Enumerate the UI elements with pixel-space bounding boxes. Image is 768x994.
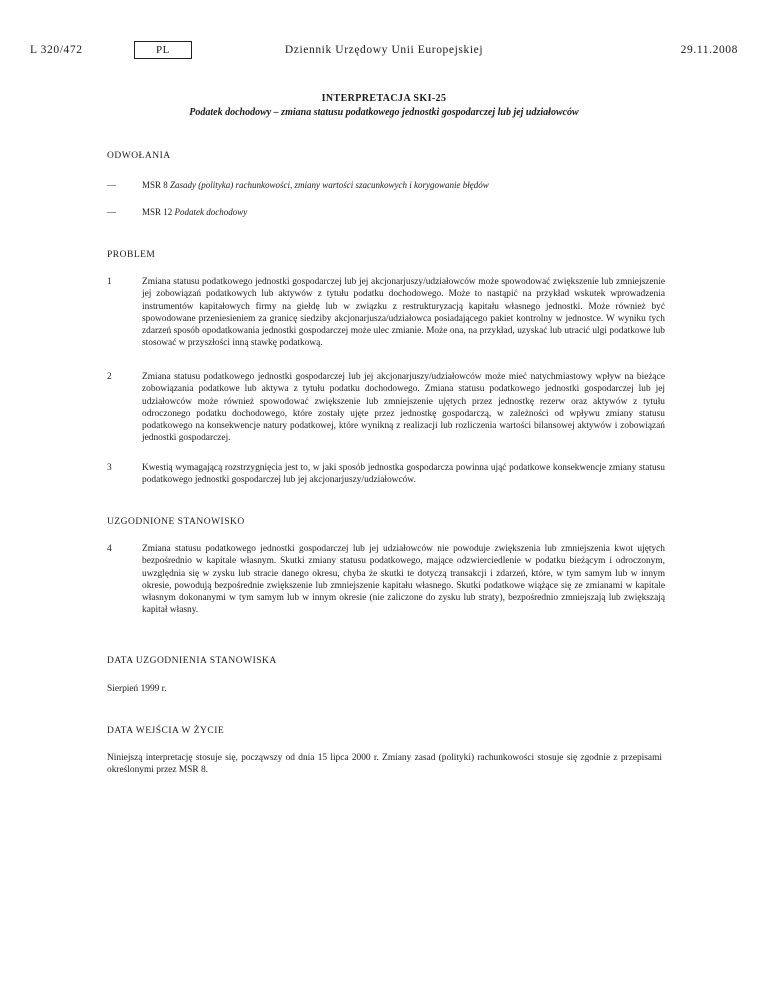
- references-heading: ODWOŁANIA: [107, 151, 171, 161]
- page-header: [30, 44, 738, 64]
- paragraph-number: 3: [107, 463, 112, 473]
- document-title: INTERPRETACJA SKI-25: [321, 93, 447, 104]
- page-reference: L 320/472: [30, 44, 83, 56]
- journal-title: Dziennik Urzędowy Unii Europejskiej: [284, 44, 484, 56]
- language-badge: PL: [134, 41, 192, 59]
- reference-dash: —: [107, 180, 116, 190]
- effective-date-heading: DATA WEJŚCIA W ŻYCIE: [107, 726, 225, 736]
- reference-name: Podatek dochodowy: [174, 207, 248, 217]
- consensus-date-heading: DATA UZGODNIENIA STANOWISKA: [107, 656, 277, 666]
- reference-code: MSR 8: [142, 180, 168, 190]
- reference-code: MSR 12: [142, 207, 173, 217]
- paragraph-text: Zmiana statusu podatkowego jednostki gospodarczej lub jej udziałowców nie powoduje zwiększenia lub zmniejszenia kwot ujętych bezpośrednio w kapitale własnym. Skutki zmiany statusu podatkowego, mające odzwierciedlenie w podatku bieżącym i odroczonym, uwzględnia się w zysku lub stracie danego okresu, chyba że skutki te dotyczą transakcji i zdarzeń, które, w tym samym lub w innym okresie, powodują bezpośrednie zwiększenie lub zmniejszenie kapitału własnego. Skutki podatkowe wiążące się ze zmianami w kapitale własnym dokonanymi w tym samym lub w innym okresie (nie zaliczone do zysku lub straty), bezpośrednio zmniejszają lub zwiększają kapitał własny.: [142, 544, 665, 616]
- paragraph-number: 2: [107, 372, 112, 382]
- problem-heading: PROBLEM: [107, 250, 156, 260]
- paragraph-number: 4: [107, 544, 112, 554]
- paragraph-text: Zmiana statusu podatkowego jednostki gospodarczej lub jej akcjonarjuszy/udziałowców może mieć natychmiastowy wpływ na bieżące zobowiązania podatkowe lub aktywa z tytułu podatku dochodowego. Zmiana statusu podatkowego jednostki gospodarczej lub jej udziałowców może również spowodować zwiększenie lub zmniejszenie ujętych przez jednostkę rezerw oraz aktywów z tytułu odroczonego podatku dochodowego, które zostały ujęte przez jednostkę gospodarczą, w zależności od wpływu zmiany statusu podatkowego na konsekwencje natury podatkowej, które wynikną z realizacji lub rozliczenia wartości bilansowej aktywów i zobowiązań jednostki gospodarczej.: [142, 372, 665, 444]
- paragraph-text: Kwestią wymagającą rozstrzygnięcia jest to, w jaki sposób jednostka gospodarcza powinna ująć podatkowe konsekwencje zmiany statusu podatkowego jednostki gospodarczej lub jej akcjonarjuszy/udziałowców.: [142, 463, 665, 486]
- paragraph-text: Zmiana statusu podatkowego jednostki gospodarczej lub jej akcjonarjuszy/udziałowców może spowodować zwiększenie lub zmniejszenie jej zobowiązań podatkowych lub aktywów z tytułu podatku dochodowego. Może to nastąpić na przykład wskutek wprowadzenia instrumentów kapitałowych firmy na giełdę lub w związku z restrukturyzacją kapitału własnego jednostki. Może również być spowodowane przeniesieniem za granicę siedziby akcjonarjusza/udziałowca posiadającego pakiet kontrolny w jednostce. W wyniku tych zdarzeń sposób opodatkowania jednostki gospodarczej może ulec zmianie. Może ona, na przykład, uzyskać lub utracić ulgi podatkowe lub stosować w przyszłości inną stawkę podatkową.: [142, 277, 665, 349]
- paragraph-number: 1: [107, 277, 112, 287]
- reference-dash: —: [107, 207, 116, 217]
- publication-date: 29.11.2008: [680, 44, 738, 56]
- reference-name: Zasady (polityka) rachunkowości, zmiany wartości szacunkowych i korygowanie błędów: [170, 180, 489, 190]
- document-subtitle: Podatek dochodowy – zmiana statusu podatkowego jednostki gospodarczej lub jej udziałowców: [189, 107, 579, 118]
- effective-date-text: Niniejszą interpretację stosuje się, począwszy od dnia 15 lipca 2000 r. Zmiany zasad (polityki) rachunkowości stosuje się zgodnie z przepisami określonymi przez MSR 8.: [107, 753, 662, 776]
- consensus-heading: UZGODNIONE STANOWISKO: [107, 517, 245, 527]
- consensus-date-text: Sierpień 1999 r.: [107, 684, 167, 694]
